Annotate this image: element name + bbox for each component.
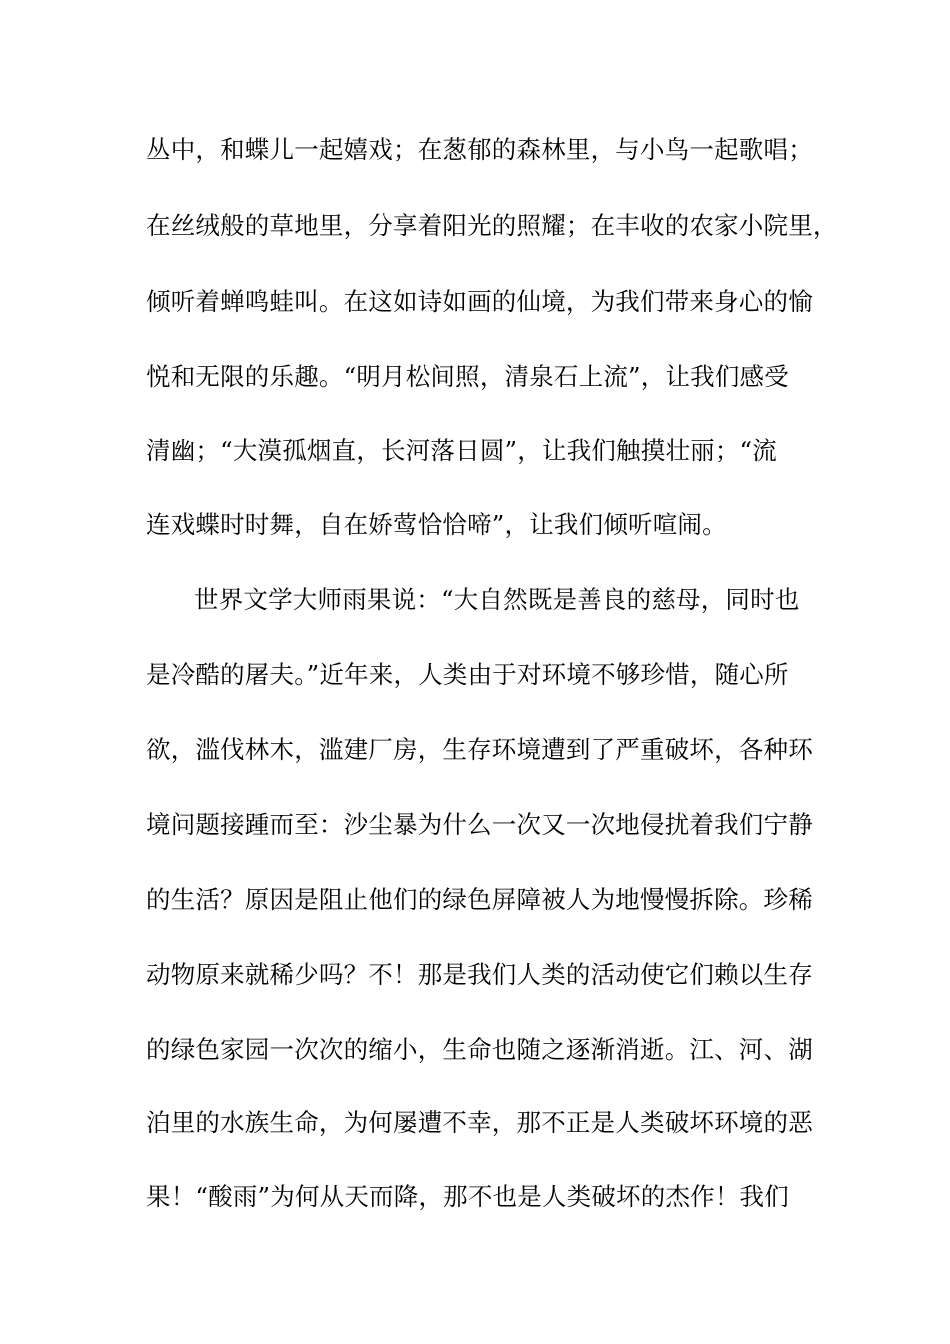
paragraph-2-line-4: 境问题接踵而至：沙尘暴为什么一次又一次地侵扰着我们宁静 xyxy=(146,810,813,839)
paragraph-2-line-3: 欲，滥伐林木，滥建厂房，生存环境遭到了严重破坏，各种环 xyxy=(146,735,813,764)
paragraph-2-line-1: 世界文学大师雨果说：“大自然既是善良的慈母，同时也 xyxy=(194,585,800,614)
paragraph-1-line-3: 倾听着蝉鸣蛙叫。在这如诗如画的仙境，为我们带来身心的愉 xyxy=(146,287,813,316)
paragraph-1-line-2: 在丝绒般的草地里，分享着阳光的照耀；在丰收的农家小院里， xyxy=(146,211,838,240)
paragraph-2-line-2: 是冷酷的屠夫。”近年来，人类由于对环境不够珍惜，随心所 xyxy=(146,660,789,689)
paragraph-1-line-6: 连戏蝶时时舞，自在娇莺恰恰啼”，让我们倾听喧闹。 xyxy=(146,510,727,539)
paragraph-1-line-5: 清幽；“大漠孤烟直，长河落日圆”，让我们触摸壮丽；“流 xyxy=(146,436,777,465)
paragraph-2-line-5: 的生活？原因是阻止他们的绿色屏障被人为地慢慢拆除。珍稀 xyxy=(146,885,813,914)
paragraph-1-line-1: 丛中，和蝶儿一起嬉戏；在葱郁的森林里，与小鸟一起歌唱； xyxy=(146,135,813,164)
paragraph-2-line-8: 泊里的水族生命，为何屡遭不幸，那不正是人类破坏环境的恶 xyxy=(146,1108,813,1137)
paragraph-2-line-9: 果！“酸雨”为何从天而降，那不也是人类破坏的杰作！我们 xyxy=(146,1182,789,1211)
paragraph-2-line-7: 的绿色家园一次次的缩小，生命也随之逐渐消逝。江、河、湖 xyxy=(146,1035,813,1064)
paragraph-2-line-6: 动物原来就稀少吗？不！那是我们人类的活动使它们赖以生存 xyxy=(146,960,813,989)
paragraph-1-line-4: 悦和无限的乐趣。“明月松间照，清泉石上流”，让我们感受 xyxy=(146,362,789,391)
